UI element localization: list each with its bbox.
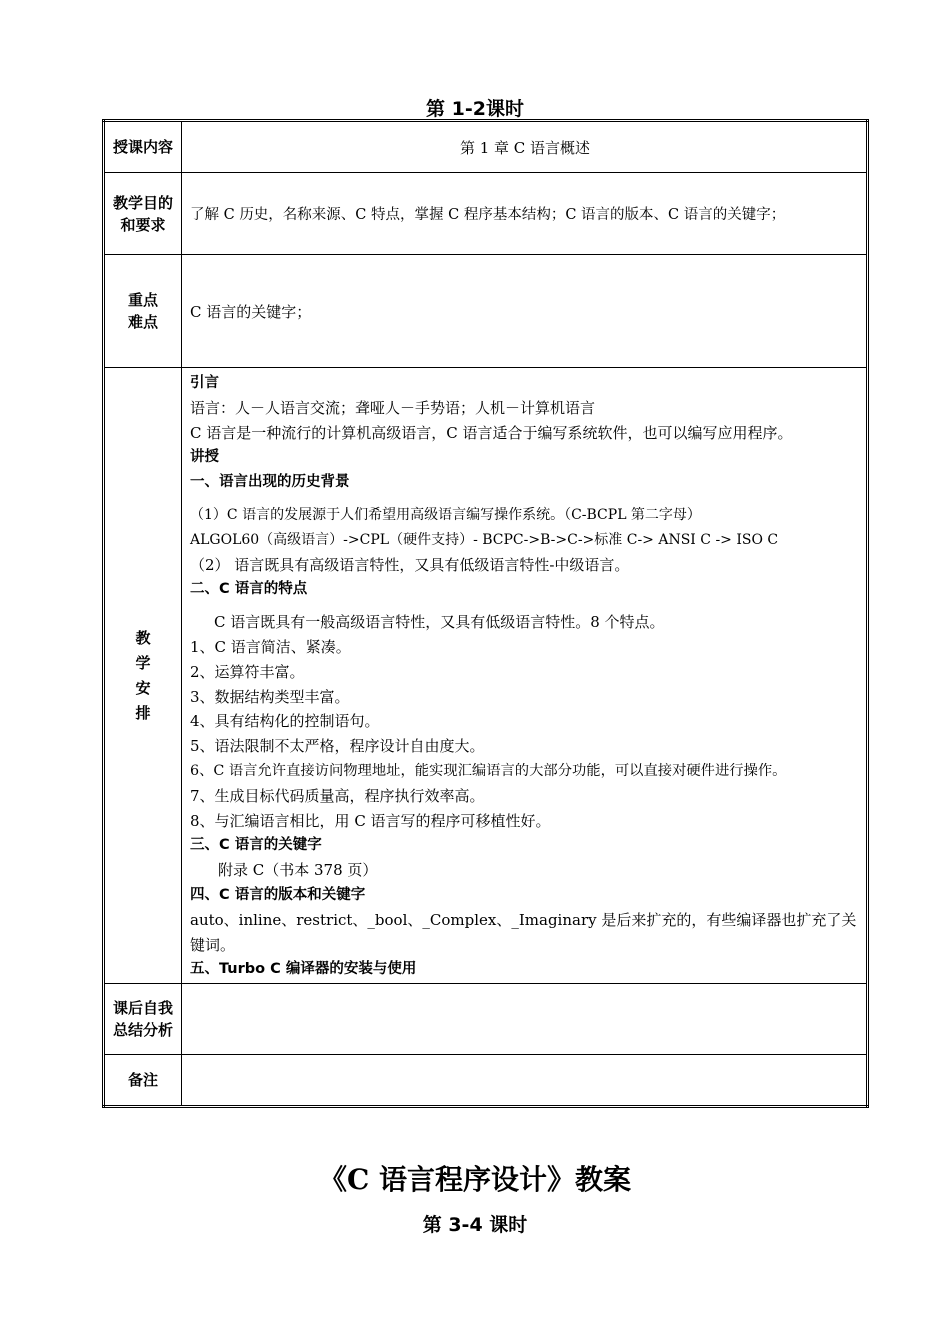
objectives-label [104,173,182,255]
objectives-content: 了解 C 历史，名称来源、C 特点，掌握 C 程序基本结构；C 语言的版本、C 语言的关键字； [182,173,868,255]
lesson-heading: 第 3-4 课时 [422,1214,528,1236]
plan-section-heading: 引言 [190,375,219,391]
key-points-row [104,255,868,368]
plan-line: 附录 C（书本 378 页） [218,861,378,880]
document-title: 《C 语言程序设计》教案 [318,1163,632,1196]
plan-line: C 语言既具有一般高级语言特性，又具有低级语言特性。8 个特点。 [214,613,665,632]
review-label-line2: 总结分析 [112,1021,173,1039]
objectives-label-line2: 和要求 [120,215,166,234]
plan-line: 语言：人－人语言交流；聋哑人－手势语；人机－计算机语言 [190,398,596,417]
plan-section-heading: 二、C 语言的特点 [190,581,308,598]
notes-content [182,1055,868,1107]
plan-line: auto、inline、restrict、_bool、_Complex、_Imaginary 是后来扩充的，有些编译器也扩充了关键词。 [190,910,857,954]
review-label [104,984,182,1055]
plan-feature-item: 4、具有结构化的控制语句。 [190,712,380,731]
teaching-plan-row [104,368,868,984]
plan-line: （2） 语言既具有高级语言特性，又具有低级语言特性-中级语言。 [190,555,630,574]
key-points-label-line2: 难点 [127,313,158,331]
plan-line: C 语言是一种流行的计算机高级语言，C 语言适合于编写系统软件，也可以编写应用程序。 [190,423,793,442]
lesson-plan-table [102,119,869,1108]
plan-section-heading: 四、C 语言的版本和关键字 [190,886,366,903]
plan-feature-item: 1、C 语言简洁、紧凑。 [190,637,351,656]
plan-feature-item: 8、与汇编语言相比，用 C 语言写的程序可移植性好。 [190,811,551,830]
topic-label: 授课内容 [104,121,182,173]
plan-line: ALGOL60（高级语言）->CPL（硬件支持）- BCPC->B->C->标准 C-> ANSI C -> ISO C [190,531,779,548]
plan-feature-item: 7、生成目标代码质量高，程序执行效率高。 [190,786,485,805]
review-row [104,984,868,1055]
review-label-line1: 课后自我 [112,999,173,1017]
plan-label-char: 学 [135,653,151,672]
key-points-label [104,255,182,368]
plan-section-heading: 一、语言出现的历史背景 [190,474,350,491]
plan-section-heading: 讲授 [190,449,219,466]
plan-feature-item: 5、语法限制不太严格，程序设计自由度大。 [190,737,485,756]
topic-content: 第 1 章 C 语言概述 [182,121,868,173]
plan-section-heading: 五、Turbo C 编译器的安装与使用 [190,961,417,978]
plan-label-char: 教 [135,628,151,647]
teaching-plan-content [182,368,868,984]
topic-row [104,121,868,173]
key-points-label-line1: 重点 [127,291,158,309]
plan-label-char: 安 [135,678,151,697]
plan-feature-item: 2、运算符丰富。 [190,662,305,681]
lesson-heading: 第 1-2课时 [426,98,524,120]
review-content [182,984,868,1055]
plan-line: （1）C 语言的发展源于人们希望用高级语言编写操作系统。（C-BCPL 第二字母） [190,506,701,523]
objectives-label-line1: 教学目的 [112,193,173,212]
plan-feature-item: 3、数据结构类型丰富。 [190,687,350,706]
plan-label-char: 排 [135,703,151,722]
key-points-content: C 语言的关键字； [182,255,868,368]
plan-feature-item: 6、C 语言允许直接访问物理地址，能实现汇编语言的大部分功能，可以直接对硬件进行操作。 [190,762,787,779]
notes-row [104,1055,868,1107]
objectives-row [104,173,868,255]
plan-section-heading: 三、C 语言的关键字 [190,837,322,854]
teaching-plan-label [104,368,182,984]
notes-label: 备注 [104,1055,182,1107]
